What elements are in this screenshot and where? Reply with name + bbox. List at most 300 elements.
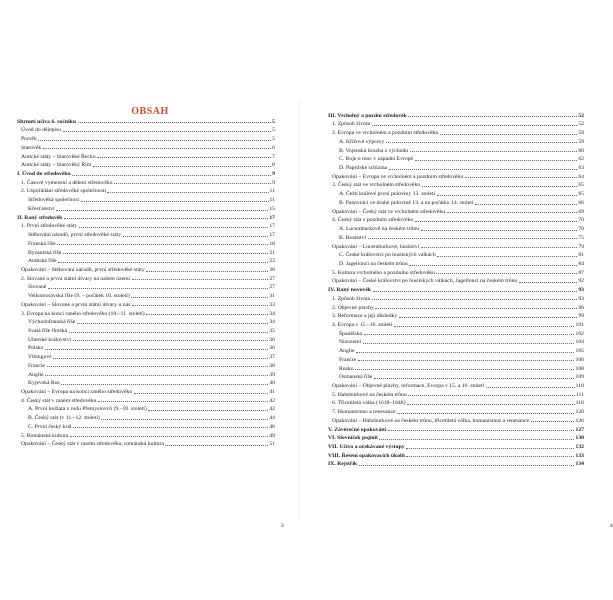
toc-entry-title: Arabská říše [28,258,57,265]
toc-entry-page: 42 [269,406,275,413]
toc-entry[interactable] [328,154,584,163]
toc-entry[interactable] [17,343,275,352]
toc-entry-title: Uherské království [28,336,72,343]
toc-entry-page: 120 [575,409,584,416]
toc-entry[interactable] [17,229,275,238]
toc-entry-title: Nizozemí [339,339,362,346]
toc-entry-title: Opakování – Evropa ve vrcholném a pozdním středověku [332,173,464,180]
toc-entry-page: 81 [578,252,584,259]
toc-entry-page: 109 [575,374,584,381]
toc-entry-title: I. Úvod do středověku [17,171,71,178]
toc-entry[interactable] [328,406,584,415]
toc-entry[interactable] [328,267,584,276]
toc-entry[interactable] [17,282,275,291]
toc-entry-page: 42 [269,397,275,404]
dot-leader [437,256,577,257]
toc-entry-title: VII. Učivo a očekávané výstupy [328,444,405,451]
dot-leader [415,160,578,161]
dot-leader [359,465,575,466]
toc-entry-title: D. Jagellonci na českém trůnu [339,260,408,267]
toc-entry-page: 104 [575,339,584,346]
dot-leader [372,125,578,126]
toc-entry-title: VI. Slovníček pojmů [328,435,378,442]
dot-leader [63,131,272,132]
toc-entry[interactable] [17,133,275,142]
toc-entry-page: 130 [575,435,584,442]
toc-entry-page: 84 [578,260,584,267]
toc-entry[interactable] [17,212,275,221]
toc-entry-page: 60 [578,147,584,154]
toc-entry[interactable] [328,372,584,381]
toc-entry-title: Anglie [339,348,355,355]
toc-entry[interactable] [328,197,584,206]
toc-entry[interactable] [328,389,584,398]
toc-entry-title: Pravěk [21,136,37,143]
toc-entry[interactable] [328,258,584,267]
toc-entry-page: 11 [269,197,275,204]
dot-leader [70,436,269,437]
toc-entry-page: 15 [269,205,275,212]
toc-entry-title: Úvod do dějepisu [21,127,62,134]
toc-entry[interactable] [17,125,275,134]
toc-entry[interactable] [328,119,584,128]
toc-entry[interactable] [328,110,584,119]
dot-leader [373,291,578,292]
toc-list-left [17,116,275,447]
dot-leader [69,332,269,333]
toc-entry-title: A. Čeští králové první poloviny 13. století [339,191,436,198]
dot-leader [47,366,269,367]
toc-entry-title: Francie [339,356,357,363]
toc-entry-title: 2. Objevné plavby [332,304,374,311]
toc-entry-page: 5 [272,127,275,134]
toc-entry[interactable] [17,256,275,265]
dot-leader [56,210,268,211]
toc-entry-page: 21 [269,249,275,256]
toc-entry[interactable] [328,415,584,424]
dot-leader [63,253,268,254]
dot-leader [114,183,271,184]
toc-entry[interactable] [17,238,275,247]
toc-entry[interactable] [328,215,584,224]
toc-entry-title: Slované [28,284,47,291]
dot-leader [148,410,268,411]
dot-leader [72,175,271,176]
toc-entry[interactable] [17,412,275,421]
dot-leader [98,401,268,402]
toc-entry[interactable] [17,273,275,282]
toc-entry[interactable] [328,250,584,259]
toc-entry[interactable] [17,160,275,169]
dot-leader [415,221,578,222]
toc-entry[interactable] [328,441,584,450]
toc-entry[interactable] [17,430,275,439]
dot-leader [437,195,578,196]
toc-entry-title: 1. Časové vymezení a dělení středověku [21,179,113,186]
toc-entry-title: Opakování – Evropa na konci raného středověku [21,389,133,395]
toc-entry-page: 65 [578,191,584,198]
toc-entry[interactable] [17,203,275,212]
toc-entry-page: 102 [575,330,584,337]
toc-entry[interactable] [17,421,275,430]
dot-leader [406,456,574,457]
toc-entry[interactable] [328,345,584,354]
toc-list-right [328,110,584,467]
toc-entry-title: Opakování – Český stát ve vrcholném středověku [332,208,446,215]
toc-entry-title: Opakování – České království po husitských válkách, Jagellonci na českém trůnu [332,278,518,285]
toc-entry-page: 34 [269,310,275,317]
toc-entry[interactable] [328,180,584,189]
dot-leader [447,212,578,213]
toc-entry-title: Franská říše [28,240,56,247]
toc-entry[interactable] [17,186,275,195]
dot-leader [73,427,268,428]
dot-leader [64,218,268,219]
toc-entry[interactable] [17,142,275,151]
toc-entry[interactable] [328,162,584,171]
toc-entry-page: 65 [578,182,584,189]
toc-entry-title: Byzantská říše [28,249,62,256]
toc-entry[interactable] [328,433,584,442]
toc-entry-page: 37 [269,354,275,361]
toc-entry-page: 23 [269,258,275,265]
toc-entry[interactable] [17,168,275,177]
toc-entry-title: Polsko [28,345,44,352]
toc-entry-page: 105 [575,348,584,355]
toc-entry-title: Antické státy – Starověký Řím [21,162,92,169]
dot-leader [123,236,269,237]
toc-entry[interactable] [17,386,275,395]
toc-entry-title: A. První knížata z rodu Přemyslovců (9.–10. století) [28,406,147,413]
dot-leader [379,439,574,440]
toc-entry-page: 41 [269,389,275,395]
dot-leader [408,395,575,396]
toc-entry-page: 66 [578,199,584,206]
toc-entry[interactable] [17,151,275,160]
dot-leader [134,393,269,394]
toc-entry-page: 35 [269,327,275,334]
toc-entry[interactable] [17,221,275,230]
toc-entry[interactable] [328,311,584,320]
dot-leader [408,116,577,117]
toc-entry-page: 11 [269,188,275,195]
toc-entry-page: 101 [575,321,584,328]
toc-entry[interactable] [17,308,275,317]
toc-entry-title: B. Panovníci ve druhé polovině 13. a na počátku 14. století [339,199,474,206]
dot-leader [436,273,577,274]
toc-entry-title: Opakování – Stěhování národů, první středověké státy [21,266,145,273]
toc-entry[interactable] [328,206,584,215]
toc-entry-page: 126 [575,417,584,424]
dot-leader [372,299,578,300]
toc-entry-title: 3. Český stát ve vrcholném středověku [332,182,421,189]
toc-entry-title: B. Vojenská hrozba z východu [339,147,409,154]
dot-leader [355,369,574,370]
toc-entry-page: 44 [269,415,275,422]
toc-entry[interactable] [17,325,275,334]
toc-entry-page: 127 [575,426,584,433]
dot-leader [388,430,575,431]
toc-entry[interactable] [328,241,584,250]
toc-entry-title: A. Lucemburkové na českém trůnu [339,226,420,233]
dot-leader [440,134,578,135]
toc-entry-title: III. Vrcholný a pozdní středověk [328,112,407,119]
toc-entry-page: 6 [272,144,275,151]
toc-entry[interactable] [328,363,584,372]
dot-leader [465,177,578,178]
toc-entry-title: Francie [28,362,46,369]
dot-leader [61,384,268,385]
toc-entry-title: Vikingové [28,354,52,361]
toc-entry[interactable] [328,136,584,145]
toc-entry-title: 2. Uspořádání středověké společnosti [21,188,106,195]
toc-entry-page: 9 [272,171,275,178]
toc-entry-page: 52 [578,121,584,128]
toc-entry-title: Opakování – Habsburkové na českém trůnu, třicetiletá válka, humanismus a renesance [332,417,530,424]
toc-entry-title: Shrnutí učiva 6. ročníku [17,118,76,125]
toc-entry-title: Opakování – Lucemburkové, husitství [332,243,420,250]
toc-entry[interactable] [328,398,584,407]
dot-leader [397,413,574,414]
toc-entry-page: 17 [269,223,275,230]
toc-entry[interactable] [328,188,584,197]
toc-entry[interactable] [328,459,584,468]
dot-leader [107,192,268,193]
toc-entry[interactable] [328,337,584,346]
toc-entry-title: B. Český stát (v 11.–12. století) [28,415,100,422]
dot-leader [93,166,272,167]
toc-entry-page: 26 [269,266,275,273]
toc-entry-page: 75 [578,234,584,241]
toc-entry-title: B. Husitství [339,234,367,241]
toc-entry-title: Stěhování národů, první středověké státy [28,232,122,239]
dot-leader [132,279,269,280]
dot-leader [78,122,272,123]
toc-entry[interactable] [328,284,584,293]
dot-leader [53,358,268,359]
toc-entry-page: 59 [578,138,584,145]
toc-entry-title: 4. Evropa v 15.–16. století [332,321,393,328]
toc-entry-title: VIII. Řešení opakovacích úkolů [328,452,405,459]
toc-entry[interactable] [17,395,275,404]
toc-entry-page: 27 [269,275,275,282]
dot-leader [409,265,577,266]
toc-entry-title: C. Boje o moc v západní Evropě [339,156,414,163]
toc-entry-title: Opakování – Český stát v raném středověku, románská kultura [21,441,164,448]
toc-entry-title: 5. Kultura vrcholného a pozdního středověku [332,269,435,276]
toc-entry-page: 31 [269,293,275,300]
toc-entry-page: 38 [269,362,275,369]
toc-entry[interactable] [17,439,275,448]
right-page [300,0,613,600]
toc-entry-title: IV. Raný novověk [328,287,372,294]
dot-leader [368,238,578,239]
dot-leader [421,230,578,231]
toc-entry-title: 5. Románská kultura [21,432,69,439]
toc-entry-page: 111 [575,391,584,398]
toc-entry-page: 70 [578,226,584,233]
toc-entry-page: 106 [575,356,584,363]
toc-entry-page: 59 [578,130,584,137]
toc-entry[interactable] [17,177,275,186]
toc-entry[interactable] [17,317,275,326]
toc-entry-title: 3. Evropa na konci raného středověku (10.–11. století) [21,310,145,317]
dot-leader [43,148,271,149]
toc-entry[interactable] [328,354,584,363]
toc-entry-title: C. První český král [28,423,72,430]
dot-leader [73,340,269,341]
toc-entry-title: Křesťanství [28,205,55,212]
toc-entry-page: 5 [272,118,275,125]
toc-entry-page: 63 [578,165,584,172]
toc-entry-title: Antické státy – Starověké Řecko [21,153,96,160]
toc-entry-page: 93 [578,287,584,294]
dot-leader [101,419,268,420]
dot-leader [410,151,578,152]
dot-leader [45,349,268,350]
toc-entry-page: 7 [272,153,275,160]
dot-leader [77,323,269,324]
toc-entry-title: Východofranská říše [28,319,76,326]
dot-leader [394,326,575,327]
toc-entry-title: 4. Český stát v pozdním středověku [332,217,414,224]
toc-entry-page: 49 [269,432,275,439]
toc-entry[interactable] [328,319,584,328]
dot-leader [421,247,578,248]
dot-leader [363,343,575,344]
toc-entry-title: Španělsko [339,330,363,337]
toc-entry-page: 27 [269,284,275,291]
toc-entry-title: Opakování – Objevné plavby, reformace, Evropa v 15. a 16. století [332,383,485,389]
toc-entry-page: 5 [272,136,275,143]
dot-leader [407,404,575,405]
toc-entry[interactable] [17,334,275,343]
dot-leader [519,282,578,283]
toc-entry[interactable] [17,290,275,299]
toc-entry[interactable] [17,194,275,203]
toc-entry-title: C. České království po husitských válkách [339,252,436,259]
toc-entry-page: 133 [575,452,584,459]
dot-leader [165,445,268,446]
dot-leader [389,169,578,170]
toc-entry[interactable] [328,424,584,433]
toc-entry[interactable] [17,378,275,387]
dot-leader [475,204,577,205]
toc-entry[interactable] [17,351,275,360]
toc-entry-page: 36 [269,336,275,343]
toc-entry[interactable] [328,145,584,154]
toc-entry[interactable] [328,223,584,232]
toc-entry-title: Opakování – Slované a první státní útvary u nás [21,301,131,308]
toc-entry-title: Osmanská říše [339,374,373,381]
toc-entry-title: Starověk [21,144,42,151]
toc-entry-title: Svatá říše římská [28,327,68,334]
dot-leader [38,140,271,141]
dot-leader [386,142,577,143]
toc-entry-page: 99 [578,313,584,320]
toc-entry[interactable] [328,380,584,389]
toc-entry-page: 46 [269,423,275,430]
toc-entry-page: 79 [578,243,584,250]
dot-leader [531,421,575,422]
toc-entry-page: 33 [269,301,275,308]
toc-entry[interactable] [328,171,584,180]
dot-leader [131,297,268,298]
dot-leader [48,288,268,289]
toc-entry[interactable] [328,276,584,285]
toc-entry[interactable] [17,299,275,308]
toc-entry-title: II. Raný středověk [17,214,63,221]
dot-leader [358,360,575,361]
toc-entry[interactable] [328,127,584,136]
toc-entry[interactable] [17,360,275,369]
toc-entry-page: 93 [578,295,584,302]
page-number-right: 4 [610,523,613,529]
toc-entry-page: 17 [269,232,275,239]
page-number-left: 3 [281,523,284,529]
toc-entry[interactable] [17,264,275,273]
toc-entry-page: 34 [269,319,275,326]
toc-entry-page: 108 [575,365,584,372]
dot-leader [364,334,575,335]
toc-entry-page: 132 [575,444,584,451]
dot-leader [57,244,268,245]
toc-entry-page: 116 [575,400,584,407]
toc-entry-page: 51 [269,441,275,448]
toc-entry-page: 70 [578,217,584,224]
left-page [0,0,300,600]
toc-entry-title: A. Křížové výpravy [339,138,385,145]
toc-entry-title: V. Závěrečné opakování [328,426,387,433]
toc-entry[interactable] [17,247,275,256]
toc-entry-title: Velkomoravská říše (9. – počátek 10. století) [28,293,130,300]
toc-entry[interactable] [328,328,584,337]
dot-leader [399,317,578,318]
dot-leader [45,375,268,376]
toc-entry[interactable] [328,302,584,311]
dot-leader [58,262,268,263]
dot-leader [375,308,577,309]
toc-entry[interactable] [328,293,584,302]
toc-entry-page: 110 [575,383,584,389]
toc-entry-title: 4. Český stát v raném středověku [21,397,97,404]
toc-entry-page: 17 [269,214,275,221]
toc-entry-page: 40 [269,380,275,387]
toc-entry-page: 52 [578,112,584,119]
toc-entry-title: 6. Třicetiletá válka (1618–1648) [332,400,406,407]
toc-entry-title: 5. Habsburkové na českém trůnu [332,391,407,398]
toc-entry-title: 1. Způsob života [332,295,371,302]
dot-leader [486,387,575,388]
toc-entry-page: 87 [578,269,584,276]
toc-entry-title: 1. Způsob života [332,121,371,128]
toc-entry[interactable] [17,116,275,125]
toc-entry-page: 8 [272,162,275,169]
toc-entry-title: IX. Rejstřík [328,461,358,468]
dot-leader [422,186,578,187]
toc-entry-title: 3. Reformace a její důsledky [332,313,398,320]
toc-entry-page: 96 [578,304,584,311]
toc-entry[interactable] [17,369,275,378]
toc-entry-page: 64 [578,173,584,180]
toc-entry[interactable] [328,450,584,459]
toc-entry-page: 18 [269,240,275,247]
toc-entry[interactable] [328,232,584,241]
toc-entry[interactable] [17,404,275,413]
toc-entry-page: 39 [269,371,275,378]
toc-entry-title: Středověká společnost [28,197,80,204]
dot-leader [406,448,574,449]
